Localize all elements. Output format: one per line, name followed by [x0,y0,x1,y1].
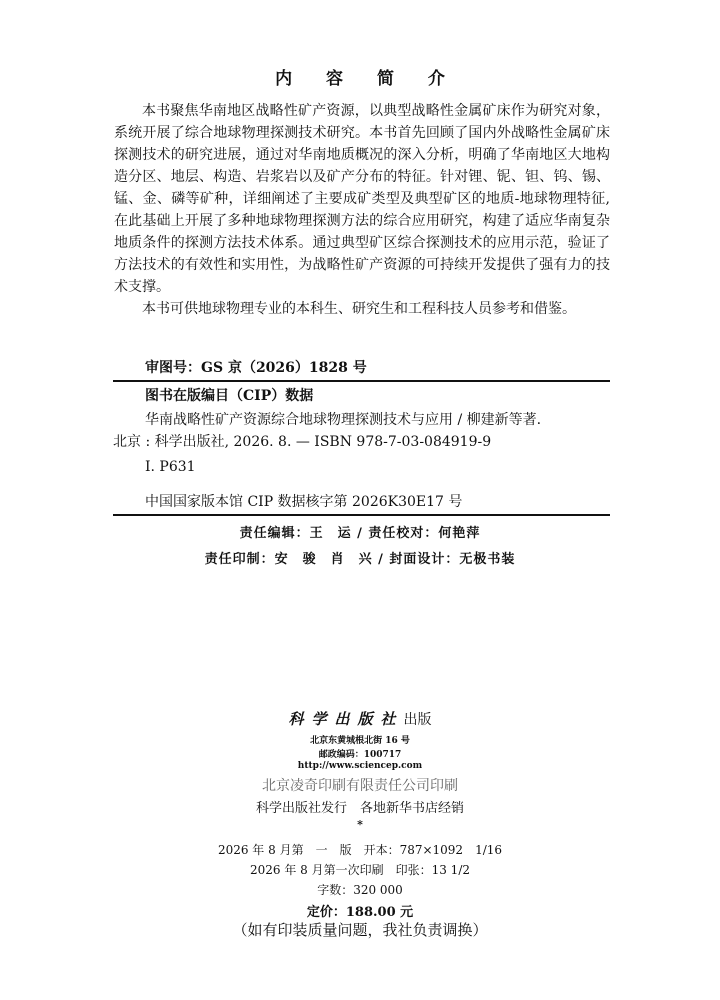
edition-info: 2026 年 8 月第 一 版 开本：787×1092 1/16 [217,843,503,857]
cip-verification-number: 中国国家版本馆 CIP 数据核字第 2026K30E17 号 [145,494,463,510]
publisher-suffix: 出版 [403,712,432,728]
word-count: 字数：320 000 [317,883,403,897]
distribution-info: 科学出版社发行 各地新华书店经销 [255,801,464,816]
book-introduction [114,100,610,320]
responsible-production: 责任印制：安 骏 肖 兴 / 封面设计：无极书装 [204,552,516,567]
publisher-postcode: 邮政编码：100717 [318,750,402,760]
map-approval-number: 审图号：GS 京（2026）1828 号 [145,360,367,376]
divider [113,514,610,516]
cip-heading: 图书在版编目（CIP）数据 [145,388,314,404]
page-title: 内 容 简 介 [275,69,459,89]
price: 定价：188.00 元 [306,905,414,920]
cip-title-line: 华南战略性矿产资源综合地球物理探测技术与应用 / 柳建新等著. [145,412,542,428]
printer-name: 北京凌奇印刷有限责任公司印刷 [262,778,458,794]
publisher-line [0,708,720,729]
intro-paragraph: 本书可供地球物理专业的本科生、研究生和工程科技人员参考和借鉴。 [142,301,576,317]
separator-star: * [357,818,363,831]
quality-notice: （如有印装质量问题，我社负责调换） [232,921,488,939]
cip-classification: Ⅰ. P631 [145,459,196,475]
cip-publication-line: 北京 : 科学出版社, 2026. 8. — ISBN 978-7-03-084919-9 [113,434,492,450]
publisher-logo: 科学出版社 [288,710,404,728]
intro-paragraph: 本书聚焦华南地区战略性矿产资源，以典型战略性金属矿床作为研究对象，系统开展了综合地球物理探测技术研究。本书首先回顾了国内外战略性金属矿床探测技术的研究进展，通过对华南地质概况的深入分析，明确了华南地区大地构造分区、地层、构造、岩浆岩以及矿产分布的特征。针对锂、铌、钽、钨、锡、锰、金、磷等矿种，详细阐述了主要成矿类型及典型矿区的地质-地球物理特征,在此基础上开展了多种地球物理探测方法的综合应用研究，构建了适应华南复杂地质条件的探测方法技术体系。通过典型矿区综合探测技术的应用示范，验证了方法技术的有效性和实用性，为战略性矿产资源的可持续开发提供了强有力的技术支撑。 [114,103,610,295]
responsible-editors: 责任编辑：王 运 / 责任校对：何艳萍 [239,526,481,541]
divider [113,380,610,382]
publisher-address: 北京东黄城根北街 16 号 [310,736,410,746]
publisher-url: http://www.sciencep.com [297,761,423,771]
printing-info: 2026 年 8 月第一次印刷 印张：13 1/2 [249,863,470,877]
